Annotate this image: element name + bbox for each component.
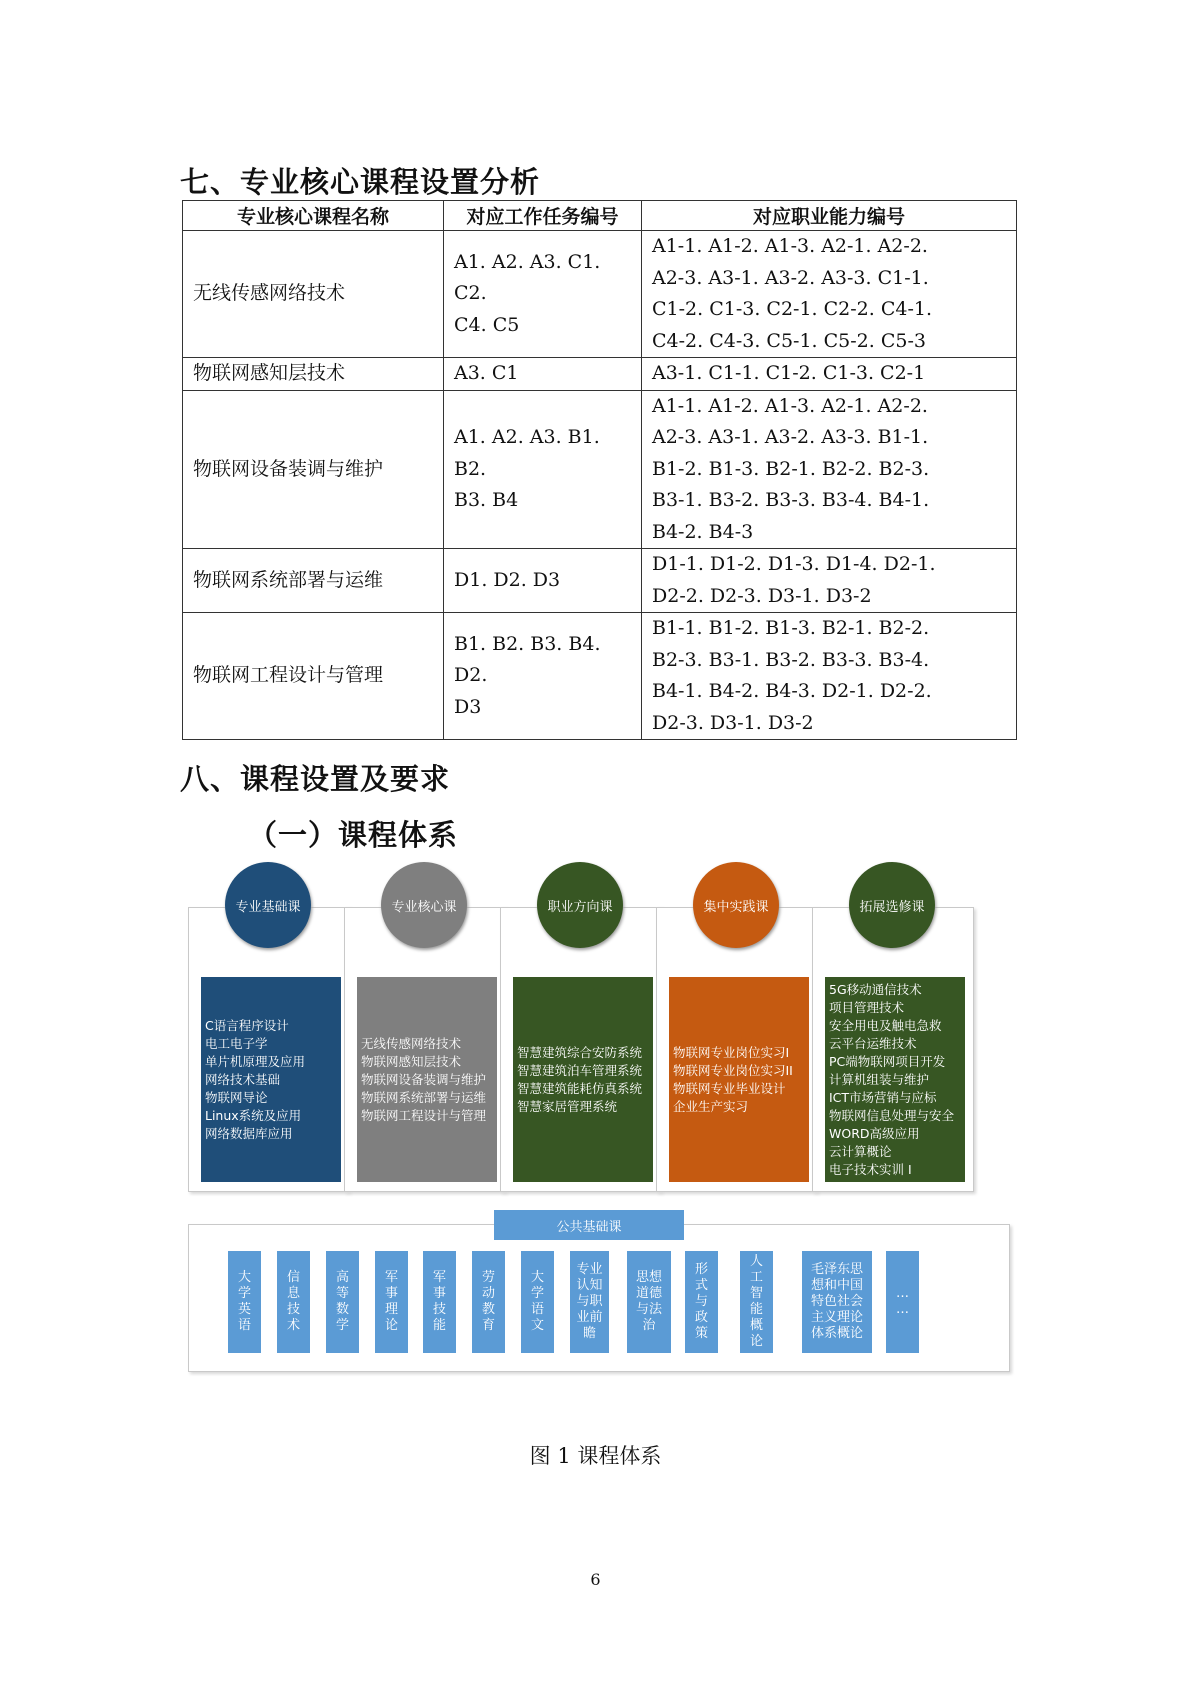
task-id-cell — [444, 231, 642, 358]
public-course-tile — [802, 1251, 872, 1353]
public-course-line: 人 — [749, 1254, 763, 1269]
public-course-line: 大 — [530, 1270, 544, 1285]
course-item: 物联网工程设计与管理 — [361, 1107, 487, 1123]
course-item: 智慧建筑能耗仿真系统 — [517, 1080, 643, 1096]
table-row — [183, 231, 1017, 358]
public-course-line: 劳 — [481, 1270, 495, 1285]
section-8-title: 八、课程设置及要求 — [180, 762, 451, 796]
course-item: 物联网感知层技术 — [361, 1053, 462, 1069]
course-name-cell: 物联网工程设计与管理 — [183, 613, 444, 740]
ability-id-line: D2-3. D3-1. D3-2 — [652, 711, 814, 734]
public-course-line: 等 — [335, 1286, 349, 1301]
category-circle: 集中实践课 — [693, 862, 779, 948]
ability-id-line: B2-3. B3-1. B3-2. B3-3. B3-4. — [652, 648, 930, 671]
public-course-line: 教 — [481, 1302, 495, 1317]
header-ability-id: 对应职业能力编号 — [642, 201, 1017, 231]
task-id-line: B3. B4 — [454, 489, 519, 511]
ability-id-line: B1-2. B1-3. B2-1. B2-2. B2-3. — [652, 457, 930, 480]
category-circle: 专业核心课 — [381, 862, 467, 948]
category-course-box — [825, 977, 965, 1182]
table-body — [183, 231, 1017, 740]
ability-id-line: D1-1. D1-2. D1-3. D1-4. D2-1. — [652, 553, 936, 575]
course-item: 项目管理技术 — [829, 999, 905, 1015]
ability-id-line: A3-1. C1-1. C1-2. C1-3. C2-1 — [652, 362, 926, 384]
course-item: 物联网专业岗位实习II — [673, 1062, 793, 1078]
ability-id-cell — [642, 231, 1017, 358]
category-circle: 拓展选修课 — [849, 862, 935, 948]
public-course-line: 与 — [694, 1294, 708, 1309]
course-item: 网络技术基础 — [205, 1071, 281, 1087]
public-course-line: 理 — [384, 1302, 398, 1317]
ability-id-line: B3-1. B3-2. B3-3. B3-4. B4-1. — [652, 489, 930, 511]
public-course-label: 公共基础课 — [494, 1210, 684, 1240]
task-id-cell — [444, 390, 642, 549]
public-course-line: 语 — [530, 1302, 544, 1317]
table-row — [183, 358, 1017, 391]
page-number: 6 — [590, 1570, 601, 1589]
section-7-title: 七、专业核心课程设置分析 — [180, 165, 541, 199]
public-course-line: 形 — [694, 1262, 708, 1277]
public-course-tile — [326, 1251, 359, 1353]
public-course-line: 技 — [286, 1302, 300, 1317]
course-item: 云平台运维技术 — [829, 1035, 917, 1051]
public-course-line: 军 — [384, 1270, 398, 1285]
public-course-line: … — [896, 1302, 909, 1317]
public-course-line: 能 — [749, 1302, 763, 1317]
task-id-cell — [444, 358, 642, 391]
task-id-cell — [444, 549, 642, 613]
core-course-table — [182, 200, 1017, 740]
public-course-line: 与职 — [576, 1294, 603, 1309]
public-course-line: 息 — [286, 1286, 300, 1301]
course-item: 网络数据库应用 — [205, 1125, 293, 1141]
task-id-line: D3 — [454, 695, 482, 718]
public-course-line: 数 — [335, 1302, 349, 1317]
course-item: 物联网专业毕业设计 — [673, 1080, 786, 1096]
public-course-line: 瞻 — [582, 1326, 596, 1341]
public-course-line: 能 — [432, 1318, 446, 1333]
category-course-box — [669, 977, 809, 1182]
category-circle: 专业基础课 — [225, 862, 311, 948]
table-row — [183, 549, 1017, 613]
public-course-line: 文 — [530, 1318, 544, 1333]
public-course-line: 学 — [335, 1318, 349, 1333]
public-course-tile — [685, 1251, 718, 1353]
ability-id-line: D2-2. D2-3. D3-1. D3-2 — [652, 584, 872, 607]
public-course-line: 特色社会 — [810, 1294, 863, 1309]
public-course-line: 认知 — [576, 1278, 603, 1293]
public-course-tile — [886, 1251, 919, 1353]
course-name-cell: 物联网设备装调与维护 — [183, 390, 444, 549]
task-id-line: A3. C1 — [454, 362, 519, 384]
public-course-tile — [472, 1251, 505, 1353]
public-course-line: 策 — [694, 1326, 708, 1341]
header-course-name: 专业核心课程名称 — [183, 201, 444, 231]
public-course-line: 工 — [749, 1270, 763, 1285]
public-course-line: 概 — [749, 1318, 763, 1333]
public-course-line: 大 — [237, 1270, 251, 1285]
public-course-line: 军 — [432, 1270, 446, 1285]
public-course-tile — [375, 1251, 408, 1353]
public-course-tile — [740, 1251, 773, 1353]
figure-caption: 图 1 课程体系 — [529, 1444, 662, 1468]
public-course-line: 与法 — [635, 1302, 662, 1317]
course-item: 安全用电及触电急救 — [829, 1017, 942, 1033]
course-item: Linux系统及应用 — [205, 1107, 302, 1123]
course-name-cell: 物联网系统部署与运维 — [183, 549, 444, 613]
course-item: 单片机原理及应用 — [205, 1053, 306, 1069]
ability-id-cell — [642, 549, 1017, 613]
public-course-line: 育 — [481, 1318, 495, 1333]
public-course-line: 思想 — [635, 1270, 662, 1285]
ability-id-line: A2-3. A3-1. A3-2. A3-3. C1-1. — [652, 266, 929, 289]
ability-id-line: B4-2. B4-3 — [652, 520, 754, 543]
course-item: 电工电子学 — [205, 1035, 268, 1051]
public-course-line: 业前 — [576, 1310, 603, 1325]
public-course-line: 想和中国 — [810, 1278, 863, 1293]
public-course-line: 术 — [286, 1318, 300, 1333]
category-course-box — [357, 977, 497, 1182]
public-course-line: 道德 — [635, 1286, 662, 1301]
public-course-line: 主义理论 — [810, 1310, 863, 1325]
ability-id-cell — [642, 358, 1017, 391]
course-item: WORD高级应用 — [829, 1125, 920, 1141]
public-course-line: 学 — [530, 1286, 544, 1301]
public-course-line: 英 — [237, 1302, 251, 1317]
ability-id-line: C4-2. C4-3. C5-1. C5-2. C5-3 — [652, 329, 926, 352]
category-course-box — [201, 977, 341, 1182]
ability-id-cell — [642, 613, 1017, 740]
table-header-row — [183, 201, 1017, 231]
course-item: 物联网导论 — [205, 1089, 268, 1105]
task-id-line: B1. B2. B3. B4. D2. — [454, 632, 601, 687]
public-course-line: 学 — [237, 1286, 251, 1301]
public-course-line: 政 — [694, 1310, 708, 1325]
public-course-tile — [228, 1251, 261, 1353]
course-system-diagram — [186, 862, 1012, 1374]
course-item: ICT市场营销与应标 — [829, 1089, 937, 1105]
public-course-tile — [277, 1251, 310, 1353]
public-course-line: 体系概论 — [810, 1326, 863, 1341]
task-id-line: C4. C5 — [454, 313, 520, 336]
course-item: 物联网专业岗位实习I — [673, 1044, 790, 1060]
public-course-line: 毛泽东思 — [810, 1262, 863, 1277]
public-course-tile — [423, 1251, 456, 1353]
public-course-tile — [627, 1251, 671, 1353]
public-course-line: 语 — [237, 1318, 251, 1333]
public-course-line: … — [896, 1286, 909, 1301]
public-course-line: 事 — [432, 1286, 446, 1301]
public-course-line: 高 — [335, 1270, 349, 1285]
public-course-line: 论 — [749, 1334, 763, 1349]
public-course-line: 动 — [481, 1286, 495, 1301]
course-item: 物联网系统部署与运维 — [361, 1089, 487, 1105]
task-id-cell — [444, 613, 642, 740]
course-item: 智慧家居管理系统 — [517, 1098, 618, 1114]
table-row — [183, 390, 1017, 549]
course-item: 计算机组装与维护 — [829, 1071, 930, 1087]
course-item: 智慧建筑泊车管理系统 — [517, 1062, 643, 1078]
course-name-cell: 物联网感知层技术 — [183, 358, 444, 391]
task-id-line: A1. A2. A3. C1. C2. — [454, 250, 601, 305]
public-course-tile — [521, 1251, 554, 1353]
task-id-line: D1. D2. D3 — [454, 568, 561, 591]
table-row — [183, 613, 1017, 740]
category-course-box — [513, 977, 653, 1182]
public-course-line: 技 — [432, 1302, 446, 1317]
header-task-id: 对应工作任务编号 — [444, 201, 642, 231]
public-course-line: 智 — [749, 1286, 763, 1301]
public-course-line: 论 — [384, 1318, 398, 1333]
subsection-1-title: （一）课程体系 — [248, 818, 459, 852]
public-course-line: 专业 — [576, 1262, 603, 1277]
public-course-line: 治 — [642, 1318, 656, 1333]
ability-id-line: A2-3. A3-1. A3-2. A3-3. B1-1. — [652, 426, 929, 448]
course-item: 物联网设备装调与维护 — [361, 1071, 487, 1087]
public-course-line: 事 — [384, 1286, 398, 1301]
ability-id-line: B4-1. B4-2. B4-3. D2-1. D2-2. — [652, 680, 932, 702]
ability-id-line: B1-1. B1-2. B1-3. B2-1. B2-2. — [652, 617, 930, 639]
course-item: 云计算概论 — [829, 1143, 892, 1159]
category-circle: 职业方向课 — [537, 862, 623, 948]
ability-id-line: C1-2. C1-3. C2-1. C2-2. C4-1. — [652, 298, 933, 320]
course-item: 电子技术实训 I — [829, 1161, 912, 1177]
public-course-line: 信 — [286, 1270, 300, 1285]
ability-id-cell — [642, 390, 1017, 549]
ability-id-line: A1-1. A1-2. A1-3. A2-1. A2-2. — [652, 394, 928, 417]
course-item: PC端物联网项目开发 — [829, 1053, 946, 1069]
task-id-line: A1. A2. A3. B1. B2. — [454, 426, 600, 480]
course-item: 无线传感网络技术 — [361, 1035, 462, 1051]
course-item: 企业生产实习 — [673, 1098, 749, 1114]
course-item: 智慧建筑综合安防系统 — [517, 1044, 643, 1060]
course-item: C语言程序设计 — [205, 1017, 289, 1033]
public-course-tile — [570, 1251, 609, 1353]
course-name-cell: 无线传感网络技术 — [183, 231, 444, 358]
course-item: 物联网信息处理与安全 — [829, 1107, 955, 1123]
public-course-line: 式 — [694, 1278, 708, 1293]
ability-id-line: A1-1. A1-2. A1-3. A2-1. A2-2. — [652, 235, 928, 257]
course-item: 5G移动通信技术 — [829, 981, 922, 997]
